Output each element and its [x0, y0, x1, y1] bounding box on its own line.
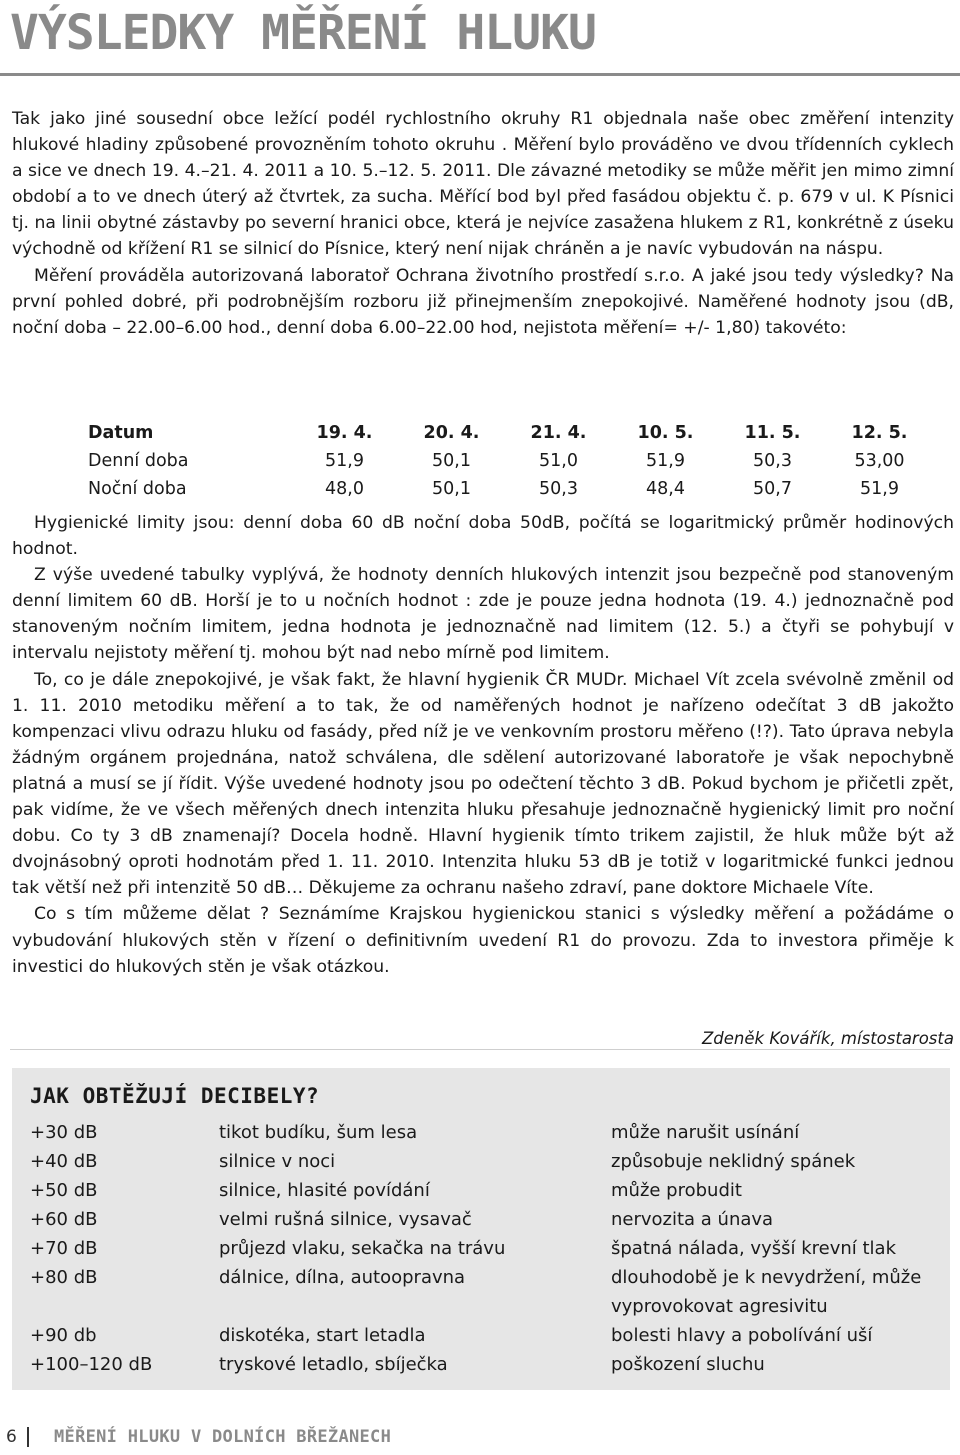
decibel-info-box	[12, 1068, 950, 1390]
decibel-level: +80 dB	[30, 1267, 98, 1288]
article-analysis	[12, 510, 954, 980]
noise-source: velmi rušná silnice, vysavač	[219, 1209, 472, 1230]
noise-source: silnice v noci	[219, 1151, 336, 1172]
health-effect: poškození sluchu	[611, 1354, 765, 1375]
table-header-cell: 11. 5.	[744, 423, 801, 443]
page-number: 6	[6, 1427, 17, 1447]
health-effect: může narušit usínání	[611, 1122, 800, 1143]
noise-source: tryskové letadlo, sbíječka	[219, 1354, 448, 1375]
paragraph-evaluation: Z výše uvedené tabulky vyplývá, že hodnoty denních hlukových intenzit jsou bezpečně pod stanoveným denní limitem 60 dB. Horší je to u nočních hodnot : zde je pouze jedna hodnota (19. 4.) jednoznačně pod stanoveným nočním limitem, jedna hodnota je jednoznačně nad limitem (12. 5.) a čtyři se pohybují v intervalu nejistoty měření tj. mohou být nad nebo mírně pod limitem.	[12, 565, 954, 664]
title-divider	[0, 73, 960, 76]
decibel-level: +100–120 dB	[30, 1354, 153, 1375]
decibel-level: +70 dB	[30, 1238, 98, 1259]
noise-source: průjezd vlaku, sekačka na trávu	[219, 1238, 506, 1259]
noise-source: diskotéka, start letadla	[219, 1325, 426, 1346]
table-cell: 51,9	[860, 479, 899, 499]
author-signature: Zdeněk Kovářík, místostarosta	[701, 1029, 954, 1048]
table-row-label: Noční doba	[88, 479, 187, 499]
decibel-level: +40 dB	[30, 1151, 98, 1172]
section-divider	[10, 1049, 950, 1050]
paragraph-methodology: To, co je dále znepokojivé, je však fakt, že hlavní hygienik ČR MUDr. Michael Vít zcela svévolně změnil od 1. 11. 2010 metodiku měření a to tak, že od naměřených hodnot je nařízeno odečítat 3 dB jakožto kompenzaci vlivu odrazu hluku od fasády, před níž je ve venkovním prostoru měřeno (!?). Tato úprava nebyla žádným orgánem projednána, natož schválena, dle sdělení autorizované laboratoře je však nepochybně platná a musí se jí řídit. Výše uvedené hodnoty jsou po odečtení těchto 3 dB. Pokud bychom je přičetli zpět, pak vidíme, že ve všech měřených dnech intenzita hluku přesahuje jednoznačně hygienický limit pro noční dobu. Co ty 3 dB znamenají? Docela hodně. Hlavní hygienik tímto trikem zajistil, že hluk může být až dvojnásobný oproti hodnotám před 1. 11. 2010. Intenzita hluku 53 dB je totiž v logaritmické funkci jednou tak větší než při intenzitě 50 dB… Děkujeme za ochranu našeho zdraví, pane doktore Michaele Víte.	[12, 669, 954, 899]
decibel-level: +90 db	[30, 1325, 97, 1346]
page-title: VÝSLEDKY MĚŘENÍ HLUKU	[10, 5, 596, 61]
table-cell: 48,4	[646, 479, 685, 499]
footer-divider	[27, 1427, 29, 1447]
health-effect: způsobuje neklidný spánek	[611, 1151, 856, 1172]
table-cell: 50,3	[753, 451, 792, 471]
health-effect: bolesti hlavy a pobolívání uší	[611, 1325, 873, 1346]
table-header-cell: 21. 4.	[530, 423, 587, 443]
table-cell: 50,7	[753, 479, 792, 499]
table-cell: 50,1	[432, 451, 471, 471]
footer-section-title: MĚŘENÍ HLUKU V DOLNÍCH BŘEŽANECH	[54, 1427, 392, 1447]
decibel-level: +30 dB	[30, 1122, 98, 1143]
table-cell: 53,00	[854, 451, 905, 471]
paragraph-results: Měření prováděla autorizovaná laboratoř Ochrana životního prostředí s.r.o. A jaké jsou tedy výsledky? Na první pohled dobré, při podrobnějším rozboru již přinejmenším znepokojivé. Naměřené hodnoty jsou (dB, noční doba – 22.00–6.00 hod., denní doba 6.00–22.00 hod, nejistota měření= +/- 1,80) takovéto:	[12, 265, 954, 338]
table-header-cell: 10. 5.	[637, 423, 694, 443]
decibel-level: +50 dB	[30, 1180, 98, 1201]
table-cell: 50,1	[432, 479, 471, 499]
table-row	[88, 475, 933, 503]
table-header-cell: Datum	[88, 423, 154, 443]
table-cell: 50,3	[539, 479, 578, 499]
health-effect: může probudit	[611, 1180, 742, 1201]
noise-source: dálnice, dílna, autoopravna	[219, 1267, 466, 1288]
table-cell: 51,0	[539, 451, 578, 471]
table-cell: 48,0	[325, 479, 364, 499]
paragraph-intro: Tak jako jiné sousední obce ležící podél rychlostního okruhy R1 objednala naše obec změření intenzity hlukové hladiny způsobené provozněním tohoto okruhu . Měření bylo prováděno ve dvou třídenních cyklech a sice ve dnech 19. 4.–21. 4. 2011 a 10. 5.–12. 5. 2011. Dle závazné metodiky se může měřit jen mimo zimní období a to ve dnech úterý až čtvrtek, za sucha. Měřící bod byl před fasádou objektu č. p. 679 v ul. K Písnici tj. na linii obytné zástavby po severní hranici obce, která je nejvíce zasažena hlukem z R1, konkrétně z úseku východně od křížení R1 se silnicí do Písnice, který není nijak chráněn a je navíc vybudován na náspu.	[12, 109, 954, 260]
health-effect: nervozita a únava	[611, 1209, 774, 1230]
decibel-level: +60 dB	[30, 1209, 98, 1230]
table-cell: 51,9	[646, 451, 685, 471]
table-cell: 51,9	[325, 451, 364, 471]
measurement-table	[88, 419, 933, 503]
article-intro	[12, 106, 954, 341]
table-row-label: Denní doba	[88, 451, 189, 471]
health-effect: špatná nálada, vyšší krevní tlak	[611, 1238, 897, 1259]
table-header-cell: 19. 4.	[316, 423, 373, 443]
paragraph-next-steps: Co s tím můžeme dělat ? Seznámíme Krajskou hygienickou stanici s výsledky měření a požádáme o vybudování hlukových stěn v řízení o definitivním uvedení R1 do provozu. Zda to investora přiměje k investici do hlukových stěn je však otázkou.	[12, 904, 954, 977]
noise-source: silnice, hlasité povídání	[219, 1180, 430, 1201]
health-effect: dlouhodobě je k nevydržení, může vyprovokovat agresivitu	[611, 1267, 922, 1317]
paragraph-limits: Hygienické limity jsou: denní doba 60 dB noční doba 50dB, počítá se logaritmický průměr hodinových hodnot.	[12, 513, 954, 560]
info-box-title: JAK OBTĚŽUJÍ DECIBELY?	[30, 1084, 320, 1108]
table-header-cell: 12. 5.	[851, 423, 908, 443]
noise-source: tikot budíku, šum lesa	[219, 1122, 418, 1143]
table-row	[88, 447, 933, 475]
table-header-row	[88, 419, 933, 447]
table-header-cell: 20. 4.	[423, 423, 480, 443]
